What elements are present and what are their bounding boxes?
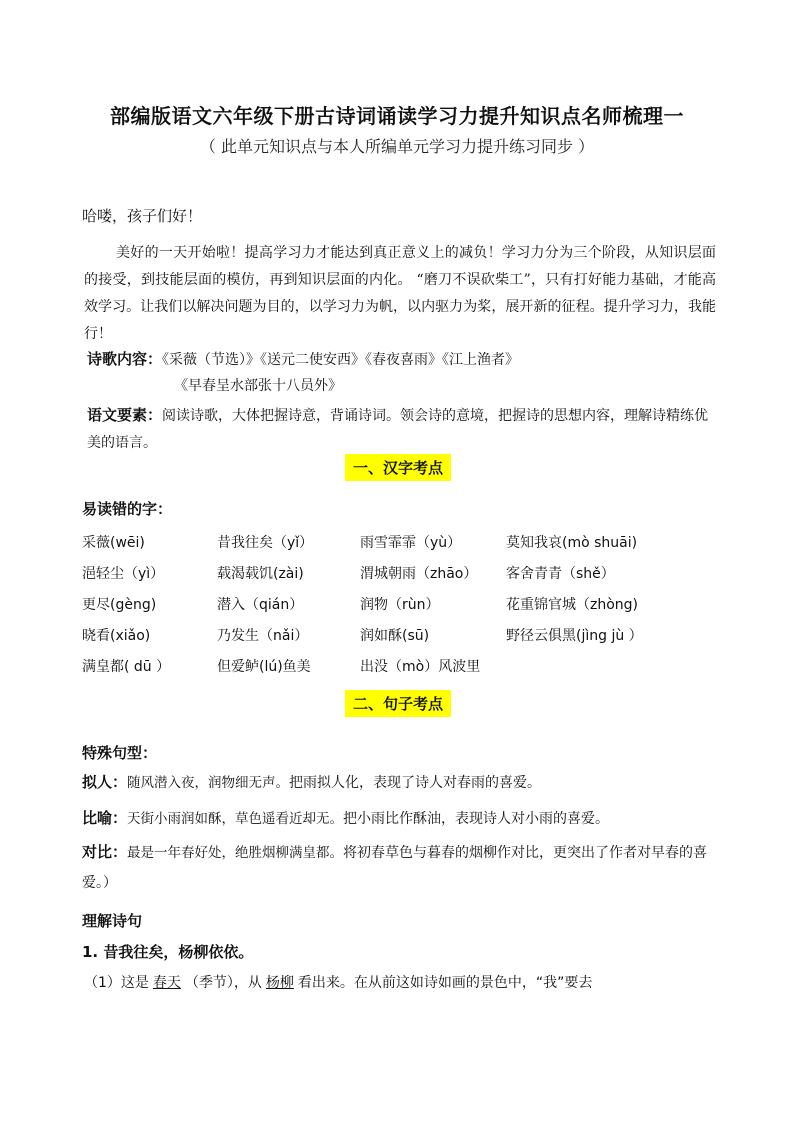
char-item: 但爱鲈(lú)鱼美: [217, 659, 311, 675]
sentence-explain: 把雨拟人化，表现了诗人对春雨的喜爱。: [289, 775, 542, 791]
requirements-label: 语文要素：: [87, 406, 163, 424]
char-item: 浥轻尘（yì）: [82, 566, 165, 582]
char-item: 更尽(gèng): [82, 597, 157, 613]
page-subtitle: （ 此单元知识点与本人所编单元学习力提升练习同步 ）: [199, 137, 595, 156]
answer-blank-object: 杨柳: [265, 975, 294, 991]
question-line: [84, 972, 592, 992]
char-item: 润如酥(sū): [360, 628, 430, 644]
section1-heading: 一、汉字考点: [345, 454, 451, 481]
poems-label: 诗歌内容：: [87, 350, 163, 368]
sentence-quote: 随风潜入夜，润物细无声。: [127, 775, 290, 791]
section1-label: 易读错的字：: [82, 500, 173, 518]
char-item: 润物（rùn）: [360, 597, 440, 613]
section2-label: 特殊句型：: [82, 744, 158, 762]
question-mid: （季节），从: [184, 975, 262, 991]
char-item: 昔我往矣（yǐ）: [217, 535, 314, 551]
greeting: 哈喽，孩子们好！: [82, 207, 203, 225]
poems-line2: 《早春呈水部张十八员外》: [174, 378, 342, 394]
char-item: 潜入（qián）: [217, 597, 304, 613]
section2-heading: 二、句子考点: [345, 690, 451, 717]
sentence-quote: 最是一年春好处，绝胜烟柳满皇都。: [127, 845, 344, 861]
intro-paragraph: 美好的一天开始啦！提高学习力才能达到真正意义上的减负！学习力分为三个阶段，从知识层面的接受，到技能层面的模仿，再到知识层面的内化。 “磨刀不误砍柴工”，只有打好能力基础，才能高效学习。让我们以解决问题为目的，以学习力为帆，以内驱力为桨，展开新的征程。提升学习力，我能行！: [84, 245, 716, 342]
understand-label: 理解诗句: [82, 912, 143, 930]
requirements-text: 阅读诗歌，大体把握诗意，背诵诗词。领会诗的意境，把握诗的思想内容，理解诗精练优美的语言。: [87, 408, 709, 451]
char-item: 客舍青青（shě）: [506, 566, 615, 582]
requirements: [87, 402, 717, 457]
page-title: 部编版语文六年级下册古诗词诵读学习力提升知识点名师梳理一: [110, 104, 684, 128]
char-item: 乃发生（nǎi）: [217, 628, 309, 644]
sentence-item: [82, 767, 712, 798]
question-prefix: （1）这是: [84, 975, 149, 991]
char-item: 采薇(wēi): [82, 535, 145, 551]
sentence-label: 对比：: [82, 843, 128, 861]
answer-blank-season: 春天: [152, 975, 181, 991]
sentence-item: [82, 803, 712, 834]
sentence-explain: 把小雨比作酥油，表现诗人对小雨的喜爱。: [343, 811, 610, 827]
sentence-explain: 将初春草色与暮春的烟柳作对比，更突出了作者对早春的喜爱。）: [82, 845, 708, 891]
sentence-label: 拟人：: [82, 773, 128, 791]
sentence-quote: 天街小雨润如酥，草色遥看近却无。: [127, 811, 344, 827]
sentence-label: 比喻：: [82, 809, 128, 827]
char-item: 野径云俱黑(jìng jù ）: [506, 628, 643, 644]
char-item: 雨雪霏霏（yù）: [360, 535, 462, 551]
poems-line1: 《采薇（节选）》《送元二使安西》《春夜喜雨》《江上渔者》: [162, 352, 520, 368]
char-item: 满皇都( dū ）: [82, 659, 171, 675]
char-item: 花重锦官城（zhòng): [506, 597, 639, 613]
poems-row: [87, 348, 519, 369]
sentence-item: [82, 837, 712, 898]
char-item: 载渴载饥(zài): [217, 566, 304, 582]
char-item: 晓看(xiǎo): [82, 628, 151, 644]
question-title: 1. 昔我往矣，杨柳依依。: [82, 943, 254, 961]
char-item: 出没（mò）风波里: [360, 659, 481, 675]
char-item: 渭城朝雨（zhāo）: [360, 566, 478, 582]
char-item: 莫知我哀(mò shuāi): [506, 535, 638, 551]
question-rest: 看出来。在从前这如诗如画的景色中，“我”要去: [297, 975, 593, 991]
